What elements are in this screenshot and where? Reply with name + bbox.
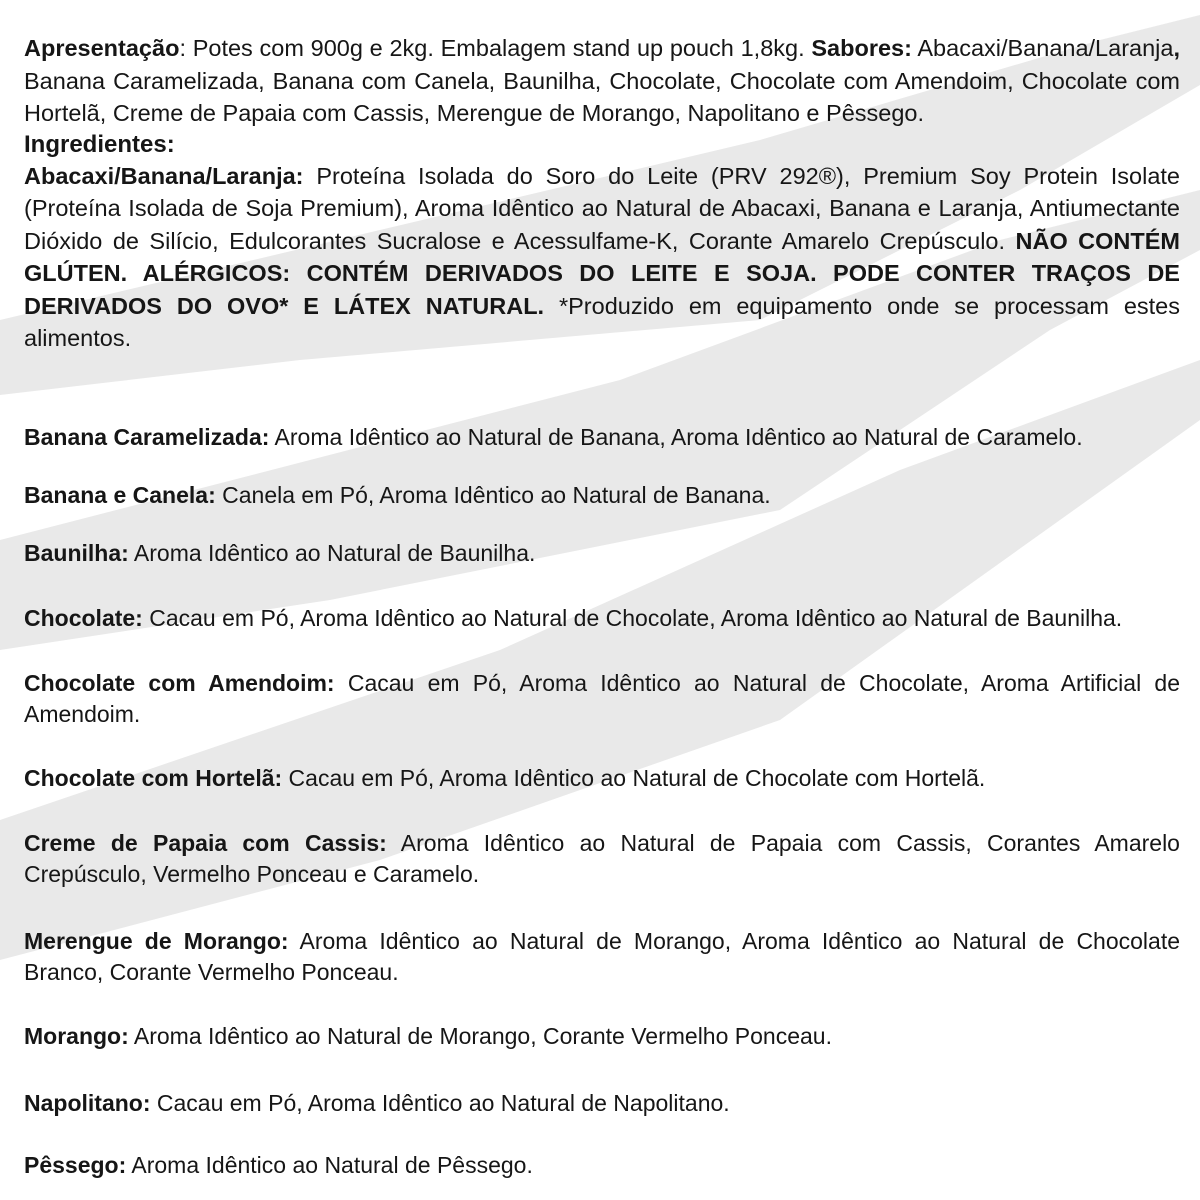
flavor-label: Chocolate com Amendoim: xyxy=(24,670,335,696)
first-flavor-label: Abacaxi/Banana/Laranja: xyxy=(24,162,304,189)
flavor-label: Banana Caramelizada: xyxy=(24,424,270,450)
flavor-text: Aroma Idêntico ao Natural de Baunilha. xyxy=(128,540,536,566)
flavor-item-banana-caramelizada xyxy=(24,422,1180,453)
flavor-text: Aroma Idêntico ao Natural de Banana, Aroma Idêntico ao Natural de Caramelo. xyxy=(269,424,1083,450)
flavor-label: Banana e Canela: xyxy=(24,482,216,508)
flavor-item-chocolate xyxy=(24,603,1180,634)
flavor-item-pessego xyxy=(24,1150,1180,1181)
flavor-text: Cacau em Pó, Aroma Idêntico ao Natural de Chocolate, Aroma Artificial de Amendoim. xyxy=(24,670,1181,727)
flavor-text: Canela em Pó, Aroma Idêntico ao Natural de Banana. xyxy=(215,482,771,508)
flavor-item-chocolate-com-amendoim xyxy=(24,668,1180,730)
flavor-text: Aroma Idêntico ao Natural de Morango, Corante Vermelho Ponceau. xyxy=(128,1023,832,1049)
flavor-item-napolitano xyxy=(24,1088,1180,1119)
allergen-warning: NÃO CONTÉM GLÚTEN. ALÉRGICOS: CONTÉM DERIVADOS DO LEITE E SOJA. PODE CONTER TRAÇOS DE DERIVADOS DO OVO* E LÁTEX NATURAL. xyxy=(24,227,1181,319)
sabores-list: Banana Caramelizada, Banana com Canela, Baunilha, Chocolate, Chocolate com Amendoim, Chocolate com Hortelã, Creme de Papaia com Cassis, Merengue de Morango, Napolitano e Pêssego. xyxy=(24,67,1180,126)
flavor-text: Aroma Idêntico ao Natural de Pêssego. xyxy=(126,1152,533,1178)
flavor-item-morango xyxy=(24,1021,1180,1052)
flavor-label: Chocolate: xyxy=(24,605,143,631)
apresentacao-text: : Potes com 900g e 2kg. Embalagem stand up pouch 1,8kg. xyxy=(179,35,805,61)
ingredientes-heading: Ingredientes: xyxy=(24,130,175,158)
intro-block xyxy=(24,32,1180,355)
flavor-item-creme-de-papaia-com-cassis xyxy=(24,828,1180,890)
flavor-label: Chocolate com Hortelã: xyxy=(24,765,283,791)
apresentacao-label: Apresentação xyxy=(24,35,180,61)
flavor-text: Aroma Idêntico ao Natural de Papaia com Cassis, Corantes Amarelo Crepúsculo, Vermelho Ponceau e Caramelo. xyxy=(24,830,1180,887)
production-note: *Produzido em equipamento onde se processam estes alimentos. xyxy=(24,292,1180,351)
first-flavor-text: Proteína Isolada do Soro do Leite (PRV 292®), Premium Soy Protein Isolate (Proteína Isolada de Soja Premium), Aroma Idêntico ao Natural de Abacaxi, Banana e Laranja, Antiumectante Dióxido de Silício, Edulcorantes Sucralose e Acessulfame-K, Corante Amarelo Crepúsculo. xyxy=(24,162,1180,254)
flavor-label: Baunilha: xyxy=(24,540,129,566)
flavor-label: Merengue de Morango: xyxy=(24,928,289,954)
flavor-item-banana-e-canela xyxy=(24,480,1180,511)
apresentacao-paragraph xyxy=(24,32,1180,130)
flavor-text: Aroma Idêntico ao Natural de Morango, Aroma Idêntico ao Natural de Chocolate Branco, Corante Vermelho Ponceau. xyxy=(24,928,1181,985)
flavor-text: Cacau em Pó, Aroma Idêntico ao Natural de Chocolate, Aroma Idêntico ao Natural de Baunilha. xyxy=(142,605,1123,631)
flavor-label: Napolitano: xyxy=(24,1090,151,1116)
sabores-comma: , xyxy=(1173,35,1180,61)
sabores-first: Abacaxi/Banana/Laranja xyxy=(917,35,1174,61)
flavor-item-merengue-de-morango xyxy=(24,926,1180,988)
flavor-item-baunilha xyxy=(24,538,1180,569)
flavor-text: Cacau em Pó, Aroma Idêntico ao Natural de Napolitano. xyxy=(150,1090,730,1116)
flavor-item-chocolate-com-hortela xyxy=(24,763,1180,794)
flavor-label: Morango: xyxy=(24,1023,129,1049)
flavor-label: Pêssego: xyxy=(24,1152,127,1178)
ingredientes-first-paragraph xyxy=(24,160,1180,355)
sabores-label: Sabores: xyxy=(811,35,912,61)
flavor-text: Cacau em Pó, Aroma Idêntico ao Natural de Chocolate com Hortelã. xyxy=(282,765,986,791)
flavor-label: Creme de Papaia com Cassis: xyxy=(24,830,387,856)
